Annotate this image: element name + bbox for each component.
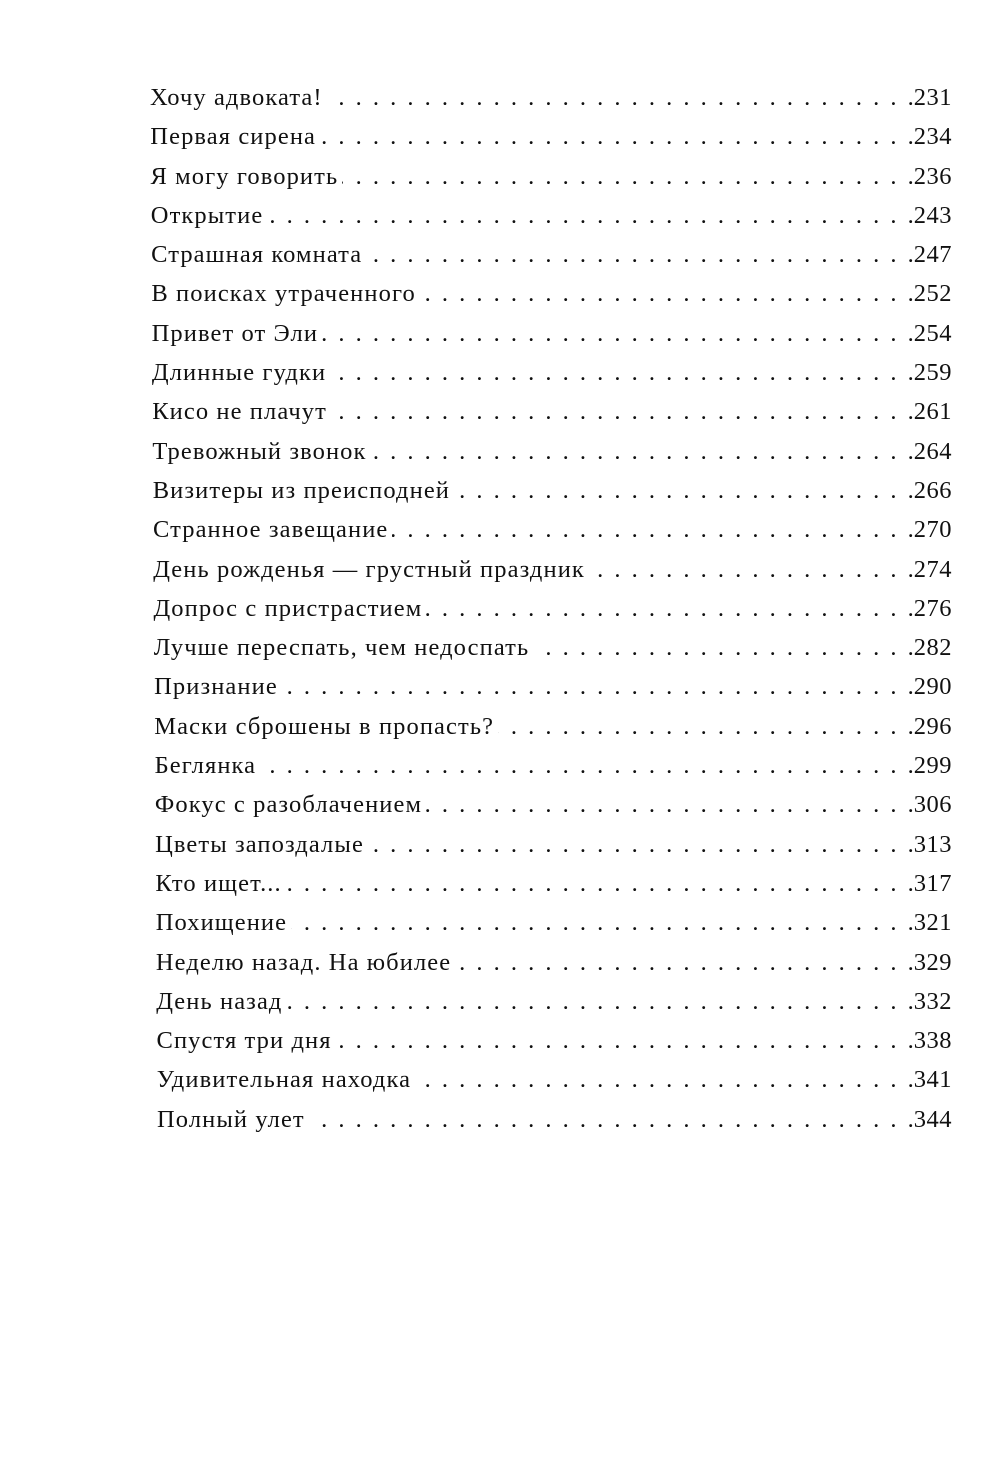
toc-entry xyxy=(150,791,952,830)
toc-entry-page: 264 xyxy=(913,437,952,465)
toc-entry-title: Привет от Эли xyxy=(151,319,319,347)
dot-leader xyxy=(322,320,914,348)
toc-entry xyxy=(150,831,952,870)
toc-entry-page: 236 xyxy=(913,162,952,190)
dot-leader xyxy=(366,241,913,269)
dot-leader xyxy=(330,359,914,387)
toc-entry-page: 270 xyxy=(913,516,952,544)
toc-entry xyxy=(150,438,952,477)
toc-entry xyxy=(150,398,952,437)
toc-entry-page: 313 xyxy=(913,830,952,858)
toc-entry xyxy=(150,988,952,1027)
dot-leader xyxy=(426,791,914,819)
toc-entry xyxy=(150,202,952,241)
dot-leader xyxy=(336,1027,914,1055)
dot-leader xyxy=(589,556,914,584)
toc-entry-title: Длинные гудки xyxy=(151,359,327,387)
toc-entry xyxy=(150,123,952,162)
toc-entry-title: Маски сброшены в пропасть? xyxy=(154,712,495,740)
toc-entry-page: 299 xyxy=(913,752,952,780)
toc-entry xyxy=(150,752,952,791)
toc-entry-page: 247 xyxy=(913,241,952,269)
dot-leader xyxy=(267,202,913,230)
toc-entry-title: Кисо не плачут xyxy=(152,398,327,426)
toc-entry-title: В поисках утраченного xyxy=(151,280,416,308)
toc-entry xyxy=(150,477,952,516)
toc-entry-page: 341 xyxy=(913,1066,952,1094)
dot-leader xyxy=(309,1106,914,1134)
toc-entry-title: Похищение xyxy=(155,909,288,937)
dot-leader xyxy=(291,909,914,937)
dot-leader xyxy=(371,438,914,466)
toc-entry xyxy=(150,909,952,948)
toc-entry-page: 259 xyxy=(913,359,952,387)
dot-leader xyxy=(331,398,914,426)
toc-entry xyxy=(150,556,952,595)
dot-leader xyxy=(282,673,914,701)
dot-leader xyxy=(454,477,914,505)
toc-entry-title: Я могу говорить xyxy=(150,162,339,190)
toc-entry xyxy=(150,359,952,398)
toc-entry xyxy=(150,595,952,634)
toc-entry-page: 234 xyxy=(913,123,952,151)
toc-entry-page: 282 xyxy=(913,634,952,662)
toc-entry xyxy=(150,634,952,673)
toc-entry xyxy=(150,320,952,359)
dot-leader xyxy=(368,831,914,859)
dot-leader xyxy=(415,1066,914,1094)
toc-entry-page: 329 xyxy=(913,948,952,976)
toc-entry-title: Лучше переспать, чем недоспать xyxy=(153,634,530,662)
toc-entry-page: 231 xyxy=(913,84,952,111)
toc-entry-page: 290 xyxy=(913,673,952,701)
dot-leader xyxy=(426,595,913,623)
toc-entry-title: Полный улет xyxy=(157,1105,305,1133)
toc-entry xyxy=(150,516,952,555)
toc-entry-page: 274 xyxy=(913,555,952,583)
toc-entry-title: Тревожный звонок xyxy=(152,437,367,465)
dot-leader xyxy=(533,634,914,662)
toc-entry-page: 261 xyxy=(913,398,952,426)
toc-entry-page: 254 xyxy=(913,319,952,347)
toc-entry-title: Допрос с пристрастием xyxy=(153,594,423,622)
toc-entry-page: 338 xyxy=(913,1027,952,1055)
toc-entry-title: Спустя три дня xyxy=(156,1027,332,1055)
toc-entry-title: Открытие xyxy=(150,201,264,229)
toc-entry-page: 332 xyxy=(913,987,952,1015)
dot-leader xyxy=(342,163,914,191)
dot-leader xyxy=(420,280,914,308)
toc-entry-title: День назад xyxy=(156,987,283,1015)
toc-entry xyxy=(150,713,952,752)
dot-leader xyxy=(392,516,913,544)
toc-entry xyxy=(150,280,952,319)
toc-entry-page: 266 xyxy=(913,476,952,504)
toc-entry-page: 306 xyxy=(913,791,952,819)
toc-entry-title: Первая сирена xyxy=(150,123,317,151)
dot-leader xyxy=(327,84,914,112)
toc-entry-title: День рожденья — грустный праздник xyxy=(153,555,585,583)
toc-entry xyxy=(150,870,952,909)
toc-entry xyxy=(150,1027,952,1066)
toc-entry-title: Хочу адвоката! xyxy=(150,84,323,111)
toc-entry-page: 344 xyxy=(913,1105,952,1133)
dot-leader xyxy=(286,870,914,898)
toc-entry-title: Фокус с разоблачением xyxy=(154,791,423,819)
toc-entry-page: 317 xyxy=(913,869,952,897)
toc-entry-title: Страшная комната xyxy=(151,241,363,269)
toc-entry-page: 321 xyxy=(913,909,952,937)
toc-entry-title: Признание xyxy=(154,673,278,701)
toc-entry xyxy=(150,949,952,988)
toc-entry xyxy=(150,84,952,123)
toc-entry-page: 243 xyxy=(913,201,952,229)
toc-entry xyxy=(150,241,952,280)
toc-entry-page: 252 xyxy=(913,280,952,308)
toc-entry-title: Кто ищет... xyxy=(155,869,282,897)
toc-entry xyxy=(150,1106,952,1145)
toc-entry xyxy=(150,673,952,712)
dot-leader xyxy=(498,713,914,741)
toc-entry-title: Неделю назад. На юбилее xyxy=(155,948,452,976)
dot-leader xyxy=(287,988,914,1016)
dot-leader xyxy=(320,123,914,151)
toc-entry-page: 296 xyxy=(913,712,952,740)
toc-entry xyxy=(150,1066,952,1105)
table-of-contents xyxy=(150,84,952,1145)
toc-entry-title: Беглянка xyxy=(154,752,257,780)
dot-leader xyxy=(455,949,914,977)
toc-entry-page: 276 xyxy=(913,594,952,622)
dot-leader xyxy=(260,752,914,780)
toc-entry-title: Удивительная находка xyxy=(156,1066,412,1094)
toc-entry-title: Визитеры из преисподней xyxy=(152,476,450,504)
toc-entry-title: Цветы запоздалые xyxy=(155,830,364,858)
toc-entry-title: Странное завещание xyxy=(153,516,389,544)
toc-entry xyxy=(150,163,952,202)
